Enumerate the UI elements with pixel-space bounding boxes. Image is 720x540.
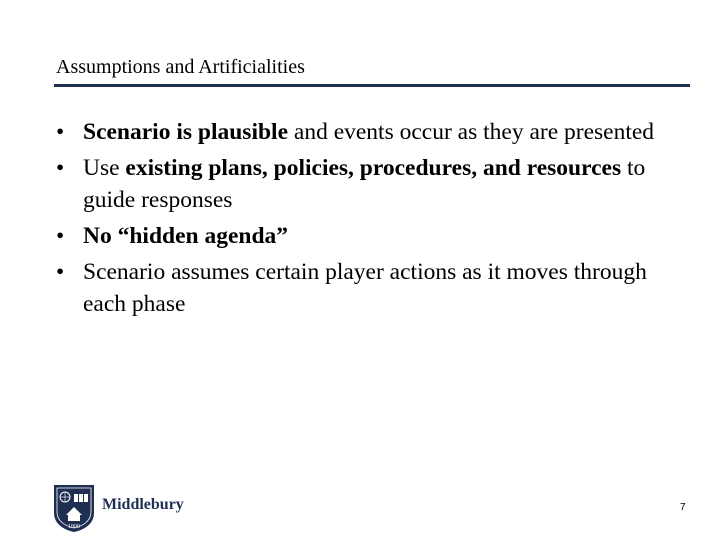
bullet-item (56, 116, 676, 148)
bullet-text: Use (83, 155, 126, 181)
slide-title: Assumptions and Artificialities (56, 56, 305, 78)
bullet-dot-icon: • (56, 119, 65, 145)
bullet-text-bold: existing plans, policies, procedures, and resources (125, 155, 622, 181)
title-underline (54, 84, 690, 87)
bullet-dot-icon: • (56, 223, 65, 249)
bullet-item (56, 152, 676, 216)
bullet-dot-icon: • (56, 259, 65, 285)
page-number: 7 (680, 502, 686, 513)
middlebury-seal-icon (52, 483, 96, 533)
bullet-item (56, 256, 676, 320)
bullet-item (56, 220, 676, 252)
bullet-list (56, 116, 676, 324)
svg-text:1800: 1800 (68, 524, 80, 530)
bullet-text: to guide responses (83, 155, 646, 213)
bullet-text-bold: No “hidden agenda” (83, 223, 289, 249)
logo-text: Middlebury (102, 496, 184, 513)
bullet-text: Scenario assumes certain player actions as it moves through each phase (83, 259, 647, 317)
middlebury-logo (52, 483, 184, 533)
bullet-dot-icon: • (56, 155, 65, 181)
bullet-text-bold: Scenario is plausible (83, 119, 289, 145)
bullet-text: and events occur as they are presented (288, 119, 655, 145)
